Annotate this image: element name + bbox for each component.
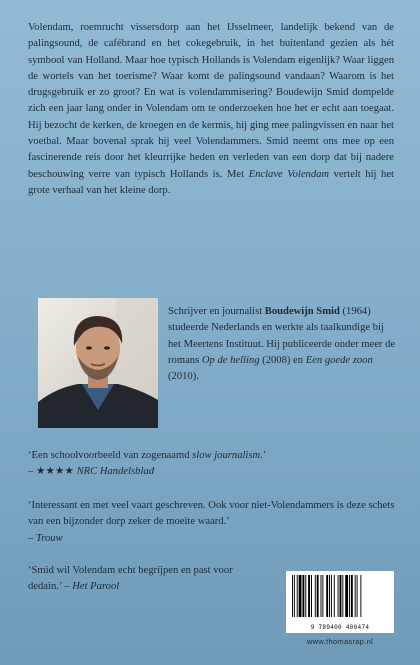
back-cover-blurb — [28, 20, 394, 199]
barcode-bar — [322, 575, 323, 617]
barcode-bar — [305, 575, 306, 617]
dash: – — [61, 581, 73, 593]
barcode-bar — [329, 575, 330, 617]
barcode-bar — [315, 575, 316, 617]
blurb-text: Volendam, roemrucht vissersdorp aan het IJsselmeer, landelijk bekend van de palingsound, de cafébrand en het cokegebruik, in het buitenland gezien als hét symbool van Holland. Maar hoe typisch Hollands is Volendam eigenlijk? Waar liggen de wortels van het toerisme? Waar komt de palingsound vandaan? Waarom is het drugsgebruik er zo groot? En wat is volendammisering? Boudewijn Smid dompelde zich een jaar lang onder in Volendam om te onderzoeken hoe het er echt aan toegaat. Hij bezocht de kerken, de kroegen en de kermis, hij ging mee palingvissen en naar het voetbal. Maar bovenal sprak hij veel Volendammers. Smid neemt ons mee op een fascinerende reis door het kleurrijke heden en verleden van een dorp dat bij nadere beschouwing verre van typisch Hollands is. Met — [28, 22, 394, 180]
quote-source — [28, 531, 398, 547]
quote-text: ‘Smid wil Volendam echt begrijpen en past voor dedain.’ — [28, 565, 233, 593]
quote-source — [28, 464, 398, 480]
bio-text-4: (2010). — [168, 371, 199, 383]
review-quote-1 — [28, 448, 398, 481]
barcode-bar — [334, 575, 335, 617]
barcode-bar — [340, 575, 342, 617]
barcode-bar — [308, 575, 310, 617]
barcode-number: 9 789400 400474 — [310, 624, 370, 631]
review-quote-3 — [28, 563, 266, 596]
blurb-text-end: vertelt hij het grote verhaal van het kleine dorp. — [28, 168, 394, 196]
barcode-bars — [286, 571, 394, 621]
review-quote-2 — [28, 498, 398, 547]
star-rating: ★★★★ — [35, 466, 74, 478]
source-name: Het Parool — [72, 581, 120, 593]
barcode-bar — [321, 575, 322, 617]
barcode-bar — [297, 575, 298, 617]
barcode-bar — [294, 575, 295, 617]
isbn-barcode — [286, 571, 394, 633]
barcode-bar — [331, 575, 332, 617]
barcode-bar — [299, 575, 302, 617]
dash: – — [28, 466, 36, 478]
bio-text-2: (1964) studeerde Nederlands en werkte als taalkundige bij het Meertens Instituut. Hij publiceerde onder meer de romans — [168, 306, 396, 366]
quote-text: ‘Interessant en met veel vaart geschreven. Ook voor niet-Volendammers is deze schets van een bijzonder dorp zeker de moeite waard.’ — [28, 500, 395, 528]
barcode-bar — [351, 575, 353, 617]
dash: – — [28, 532, 36, 544]
barcode-bar — [345, 575, 348, 617]
bio-text: Schrijver en journalist — [168, 306, 265, 317]
source-name: NRC Handelsblad — [73, 466, 154, 478]
barcode-bar — [292, 575, 293, 617]
barcode-bar — [357, 575, 358, 617]
book-title-2: Een goede zoon — [305, 354, 373, 366]
barcode-bar — [326, 575, 328, 617]
barcode-bar — [349, 575, 350, 617]
barcode-bar — [338, 575, 339, 617]
author-bio — [168, 304, 396, 385]
bio-text-3: (2008) en — [259, 354, 306, 366]
quote-italic: slow journalism — [192, 450, 261, 461]
author-name: Boudewijn Smid — [264, 306, 340, 317]
author-photo — [38, 298, 158, 428]
publisher-website: www.thomasrap.nl — [306, 637, 374, 646]
barcode-bar — [302, 575, 304, 617]
barcode-bar — [311, 575, 312, 617]
barcode-bar — [342, 575, 343, 617]
barcode-bar — [355, 575, 356, 617]
blurb-book-title: Enclave Volendam — [248, 168, 330, 180]
quote-text: ‘Een schoolvoorbeeld van zogenaamd — [28, 450, 193, 461]
quote-text-end: .’ — [260, 450, 267, 461]
barcode-bar — [360, 575, 361, 617]
book-title-1: Op de helling — [201, 354, 260, 366]
source-name: Trouw — [35, 532, 63, 544]
barcode-bar — [317, 575, 319, 617]
